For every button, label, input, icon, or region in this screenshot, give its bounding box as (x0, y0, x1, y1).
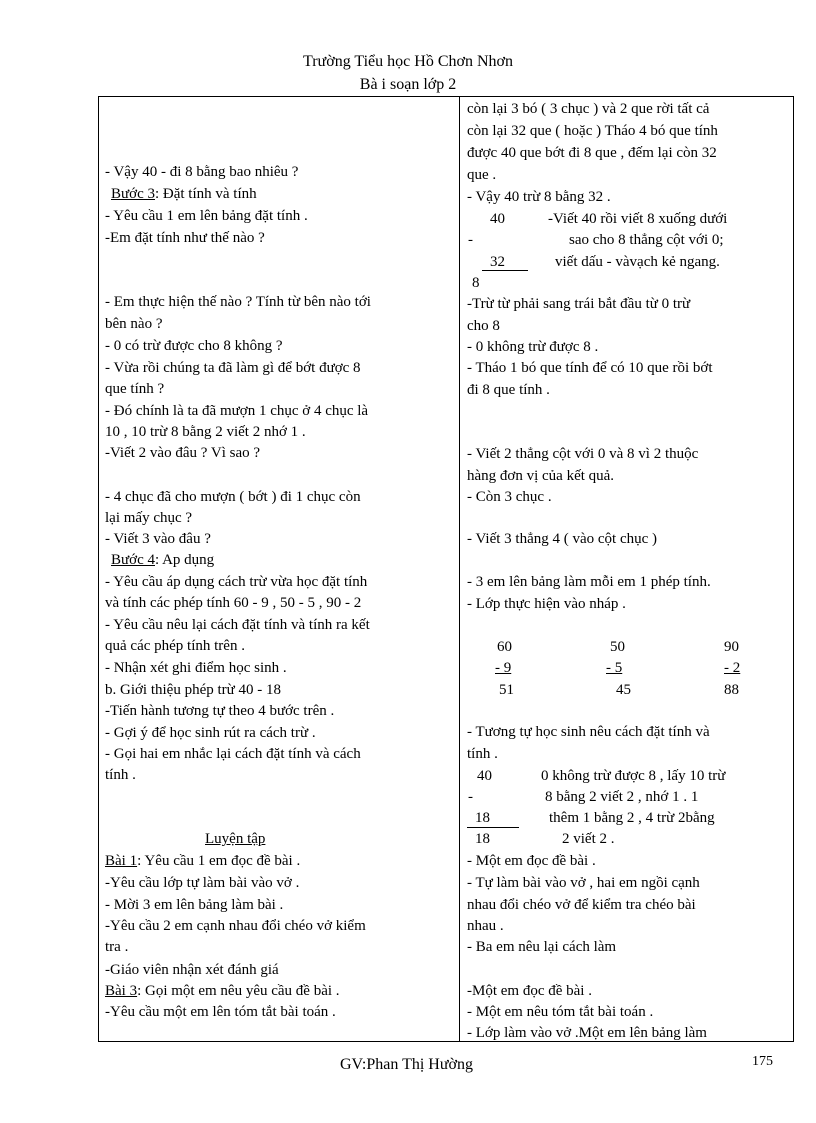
calc-b-sub: - 5 (606, 660, 623, 676)
right-line: - Một em đọc đề bài . (467, 853, 596, 869)
right-line: - 0 không trừ được 8 . (467, 339, 599, 355)
minus-sign: - (468, 232, 473, 248)
left-line: lại mấy chục ? (105, 510, 193, 526)
left-line: - 4 chục đã cho mượn ( bớt ) đi 1 chục còn (105, 489, 361, 505)
right-line: -Một em đọc đề bài . (467, 983, 592, 999)
left-line: -Yêu cầu 2 em cạnh nhau đổi chéo vở kiểm (105, 918, 366, 934)
right-line: - Viết 2 thẳng cột với 0 và 8 vì 2 thuộc (467, 446, 699, 462)
left-line: - Nhận xét ghi điểm học sinh . (105, 660, 287, 676)
right-line: 0 không trừ được 8 , lấy 10 trừ (541, 768, 726, 784)
practice-heading: Luyện tập (205, 831, 266, 847)
left-line: - Yêu cầu áp dụng cách trừ vừa học đặt tính (105, 574, 368, 590)
step-3-label: Bước 3: Đặt tính và tính (111, 186, 257, 202)
calc-subtrahend: 8 (472, 275, 480, 291)
right-line: - Lớp làm vào vở .Một em lên bảng làm (467, 1025, 707, 1041)
left-line: và tính các phép tính 60 - 9 , 50 - 5 , 90 - 2 (105, 595, 362, 611)
right-line: - Lớp thực hiện vào nháp . (467, 596, 626, 612)
lesson-title: Bà i soạn lớp 2 (359, 76, 457, 93)
right-line: còn lại 3 bó ( 3 chục ) và 2 que rời tất cả (467, 101, 710, 117)
exercise-3-label: Bài 3: Gọi một em nêu yêu cầu đề bài . (105, 983, 340, 999)
left-line: -Tiến hành tương tự theo 4 bước trên . (105, 703, 335, 719)
calc-b-top: 50 (610, 639, 625, 655)
school-name: Trường Tiểu học Hồ Chơn Nhơn (303, 53, 513, 70)
left-line: que tính ? (105, 381, 165, 397)
right-line: tính . (467, 746, 498, 762)
page-number: 175 (752, 1054, 773, 1069)
calc-c-result: 88 (724, 682, 739, 698)
left-line: quả các phép tính trên . (105, 638, 245, 654)
right-line: - Ba em nêu lại cách làm (467, 939, 617, 955)
right-line: được 40 que bớt đi 8 que , đếm lại còn 32 (467, 145, 717, 161)
left-line: -Yêu cầu một em lên tóm tắt bài toán . (105, 1004, 336, 1020)
left-line: -Em đặt tính như thế nào ? (105, 230, 265, 246)
right-line: đi 8 que tính . (467, 382, 550, 398)
left-line: - Đó chính là ta đã mượn 1 chục ở 4 chục là (105, 403, 369, 419)
calc-b-result: 45 (616, 682, 631, 698)
right-line: cho 8 (467, 318, 500, 334)
step-4-label: Bước 4: Ap dụng (111, 552, 215, 568)
left-line: tra . (105, 939, 129, 955)
right-line: 8 bằng 2 viết 2 , nhớ 1 . 1 (545, 789, 699, 805)
calc-40-minus-18-top: 40 (477, 768, 492, 784)
right-line: - Viết 3 thẳng 4 ( vào cột chục ) (467, 531, 658, 547)
left-line: - Gợi ý để học sinh rút ra cách trừ . (105, 725, 316, 741)
left-line: 10 , 10 trừ 8 bằng 2 viết 2 nhớ 1 . (105, 424, 306, 440)
right-line: -Viết 40 rồi viết 8 xuống dưới (548, 211, 728, 227)
left-line: tính . (105, 767, 136, 783)
right-line: - Vậy 40 trừ 8 bằng 32 . (467, 189, 611, 205)
calc-40-minus-8-top: 40 (490, 211, 505, 227)
right-line: - Tháo 1 bó que tính để có 10 que rồi bớt (467, 360, 713, 376)
calc-a-sub: - 9 (495, 660, 512, 676)
right-line: còn lại 32 que ( hoặc ) Tháo 4 bó que tính (467, 123, 718, 139)
right-line: - 3 em lên bảng làm mỗi em 1 phép tính. (467, 574, 711, 590)
calc-line (467, 827, 519, 828)
left-line: -Giáo viên nhận xét đánh giá (105, 962, 279, 978)
right-line: viết dấu - vàvạch kẻ ngang. (555, 254, 720, 270)
left-line: - Yêu cầu nêu lại cách đặt tính và tính ra kết (105, 617, 370, 633)
calc-result: 32 (490, 254, 505, 270)
right-line: que . (467, 167, 497, 183)
left-line: - Viết 3 vào đâu ? (105, 531, 211, 547)
calc-result: 18 (475, 831, 490, 847)
left-line: - Vừa rồi chúng ta đã làm gì để bớt được 8 (105, 360, 361, 376)
left-line: - Yêu cầu 1 em lên bảng đặt tính . (105, 208, 308, 224)
calc-subtrahend: 18 (475, 810, 490, 826)
left-line: - Gọi hai em nhắc lại cách đặt tính và cách (105, 746, 361, 762)
calc-a-top: 60 (497, 639, 512, 655)
right-line: -Trừ từ phải sang trái bắt đầu từ 0 trừ (467, 296, 691, 312)
right-line: 2 viết 2 . (562, 831, 615, 847)
right-line: nhau . (467, 918, 504, 934)
right-line: - Một em nêu tóm tắt bài toán . (467, 1004, 654, 1020)
calc-c-sub: - 2 (724, 660, 741, 676)
right-line: thêm 1 bằng 2 , 4 trừ 2bằng (549, 810, 715, 826)
left-line: bên nào ? (105, 316, 163, 332)
column-divider (459, 97, 460, 1041)
lesson-table (98, 96, 794, 1042)
right-line: - Còn 3 chục . (467, 489, 552, 505)
teacher-name: GV:Phan Thị Hường (340, 1056, 473, 1073)
right-line: nhau đổi chéo vở để kiểm tra chéo bài (467, 897, 696, 913)
left-line: - Vậy 40 - đi 8 bằng bao nhiêu ? (105, 164, 299, 180)
right-line: - Tự làm bài vào vở , hai em ngồi cạnh (467, 875, 700, 891)
left-line: - Mời 3 em lên bảng làm bài . (105, 897, 284, 913)
right-line: hàng đơn vị của kết quả. (467, 468, 615, 484)
left-line: -Viết 2 vào đâu ? Vì sao ? (105, 445, 261, 461)
left-line: -Yêu cầu lớp tự làm bài vào vở . (105, 875, 300, 891)
right-line: sao cho 8 thẳng cột với 0; (569, 232, 724, 248)
left-line: b. Giới thiệu phép trừ 40 - 18 (105, 682, 282, 698)
calc-a-result: 51 (499, 682, 514, 698)
minus-sign: - (468, 789, 473, 805)
left-line: - Em thực hiện thế nào ? Tính từ bên nào tới (105, 294, 371, 310)
calc-c-top: 90 (724, 639, 739, 655)
left-line: - 0 có trừ được cho 8 không ? (105, 338, 283, 354)
calc-line (482, 270, 528, 271)
right-line: - Tương tự học sinh nêu cách đặt tính và (467, 724, 710, 740)
exercise-1-label: Bài 1: Yêu cầu 1 em đọc đề bài . (105, 853, 301, 869)
